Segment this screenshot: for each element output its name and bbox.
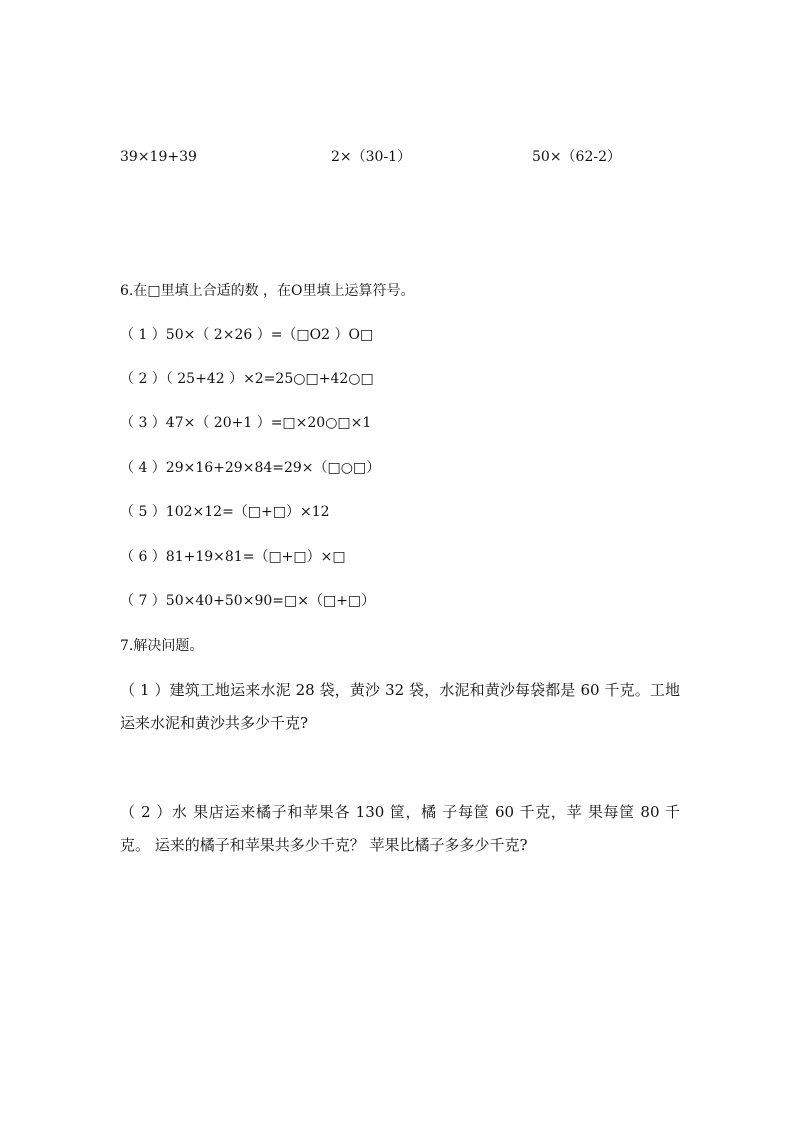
question-6-item-1: （ 1 ）50×（ 2×26 ）=（□O2 ）O□ bbox=[120, 327, 374, 343]
question-7-problem-1: （ 1 ）建筑工地运来水泥 28 袋，黄沙 32 袋，水泥和黄沙每袋都是 60 千克。工地运来水泥和黄沙共多少千克? bbox=[120, 681, 680, 732]
calculation-2: 2×（30-1） bbox=[331, 149, 412, 165]
question-6-item-6: （ 6 ）81+19×81=（□+□）×□ bbox=[120, 549, 346, 565]
question-7-problem-2: （ 2 ）水 果店运来橘子和苹果各 130 筐，橘 子每筐 60 千克，苹 果每筐 80 千克。 运来的橘子和苹果共多少千克？ 苹果比橘子多多少千克? bbox=[120, 803, 680, 854]
question-6-item-3: （ 3 ）47×（ 20+1 ）=□×20○□×1 bbox=[120, 415, 372, 431]
calculation-1: 39×19+39 bbox=[120, 149, 197, 165]
question-6-item-5: （ 5 ）102×12=（□+□）×12 bbox=[120, 504, 330, 520]
question-7-title: 7.解决问题。 bbox=[120, 638, 204, 654]
question-6-title: 6.在□里填上合适的数 ，在O里填上运算符号。 bbox=[120, 283, 415, 299]
question-6-item-7: （ 7 ）50×40+50×90=□×（□+□） bbox=[120, 593, 376, 609]
calculation-3: 50×（62-2） bbox=[532, 149, 621, 165]
question-6-item-2: （ 2 ）（ 25+42 ）×2=25○□+42○□ bbox=[120, 371, 374, 387]
question-6-item-4: （ 4 ）29×16+29×84=29×（□○□） bbox=[120, 460, 381, 476]
